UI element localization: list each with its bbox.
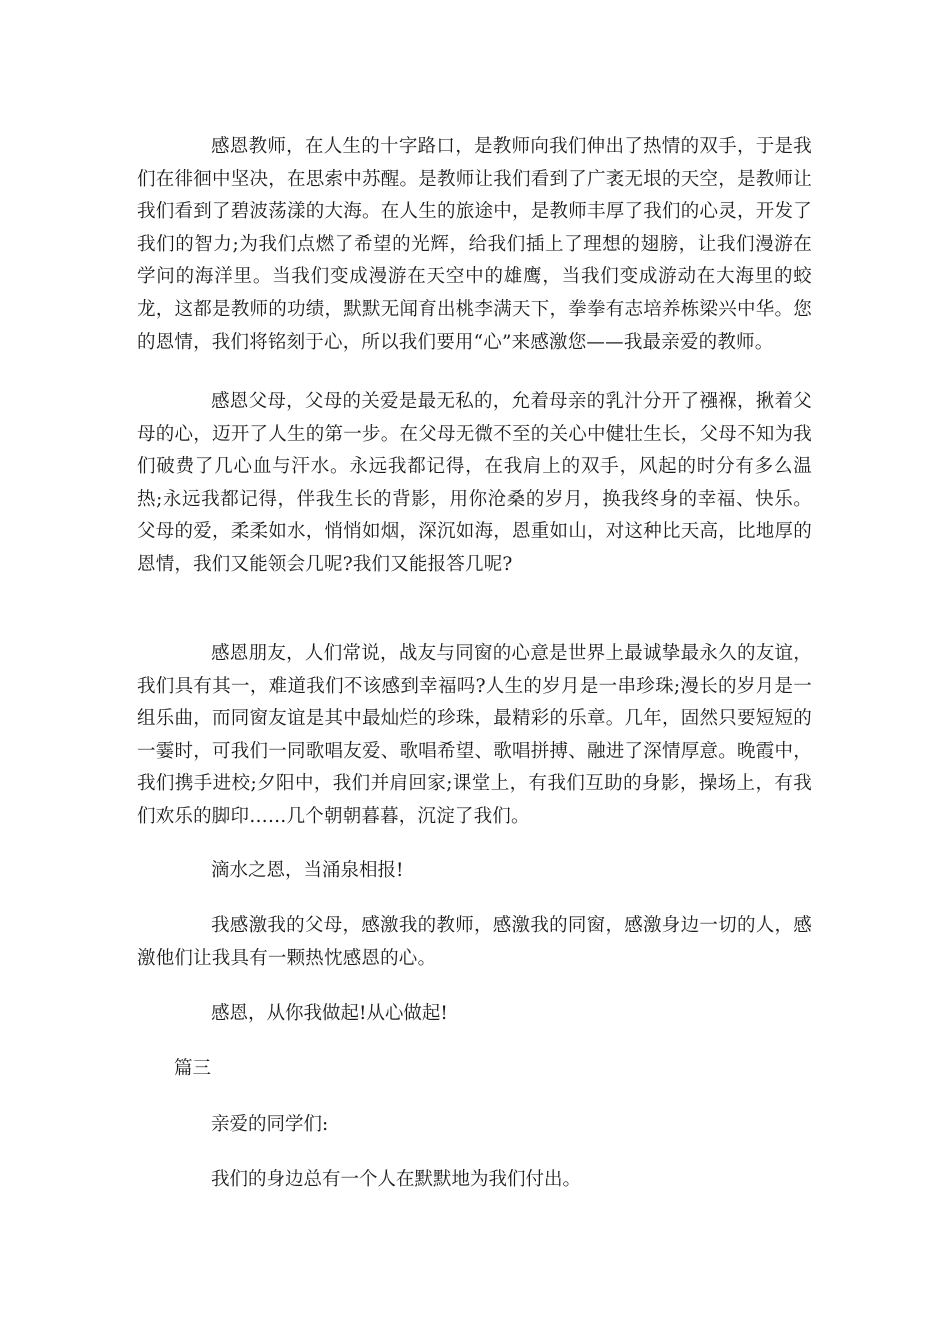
paragraph-proverb: 滴水之恩，当涌泉相报! xyxy=(211,860,404,881)
paragraph-closing: 感恩，从你我做起!从心做起! xyxy=(211,1003,448,1024)
paragraph-gratitude-parents: 感恩父母，父母的关爱是最无私的，允着母亲的乳汁分开了襁褓，揪着父母的心，迈开了人生的第一步。在父母无微不至的关心中健壮生长，父母不知为我们破费了几心血与汗水。永远我都记得，在我肩上的双手，风起的时分有多么温热;永远我都记得，伴我生长的背影，用你沧桑的岁月，换我终身的幸福、快乐。父母的爱，柔柔如水，悄悄如烟，深沉如海，恩重如山，对这种比天高，比地厚的恩情，我们又能领会几呢?我们又能报答几呢? xyxy=(137,391,812,575)
paragraph-gratitude-teachers: 感恩教师，在人生的十字路口，是教师向我们伸出了热情的双手，于是我们在徘徊中坚决，在思索中苏醒。是教师让我们看到了广袤无垠的天空，是教师让我们看到了碧波荡漾的大海。在人生的旅途中，是教师丰厚了我们的心灵，开发了我们的智力;为我们点燃了希望的光辉，给我们插上了理想的翅膀，让我们漫游在学问的海洋里。当我们变成漫游在天空中的雄鹰，当我们变成游动在大海里的蛟龙，这都是教师的功绩，默默无闻育出桃李满天下，拳拳有志培养栋梁兴中华。您的恩情，我们将铭刻于心，所以我们要用“心”来感激您——我最亲爱的教师。 xyxy=(137,136,812,353)
section-heading: 篇三 xyxy=(174,1058,212,1079)
paragraph-gratitude-friends: 感恩朋友，人们常说，战友与同窗的心意是世界上最诚挚最永久的友谊，我们具有其一，难道我们不该感到幸福吗?人生的岁月是一串珍珠;漫长的岁月是一组乐曲，而同窗友谊是其中最灿烂的珍珠，最精彩的乐章。几年，固然只要短短的一霎时，可我们一同歌唱友爱、歌唱希望、歌唱拼搏、融进了深情厚意。晚霞中，我们携手进校;夕阳中，我们并肩回家;课堂上，有我们互助的身影，操场上，有我们欢乐的脚印……几个朝朝暮暮，沉淀了我们。 xyxy=(137,643,812,827)
opening-line: 我们的身边总有一个人在默默地为我们付出。 xyxy=(211,1169,582,1190)
paragraph-gratitude-everyone: 我感激我的父母，感激我的教师，感激我的同窗，感激身边一切的人，感激他们让我具有一颗热忱感恩的心。 xyxy=(137,915,812,969)
salutation: 亲爱的同学们: xyxy=(211,1114,329,1135)
